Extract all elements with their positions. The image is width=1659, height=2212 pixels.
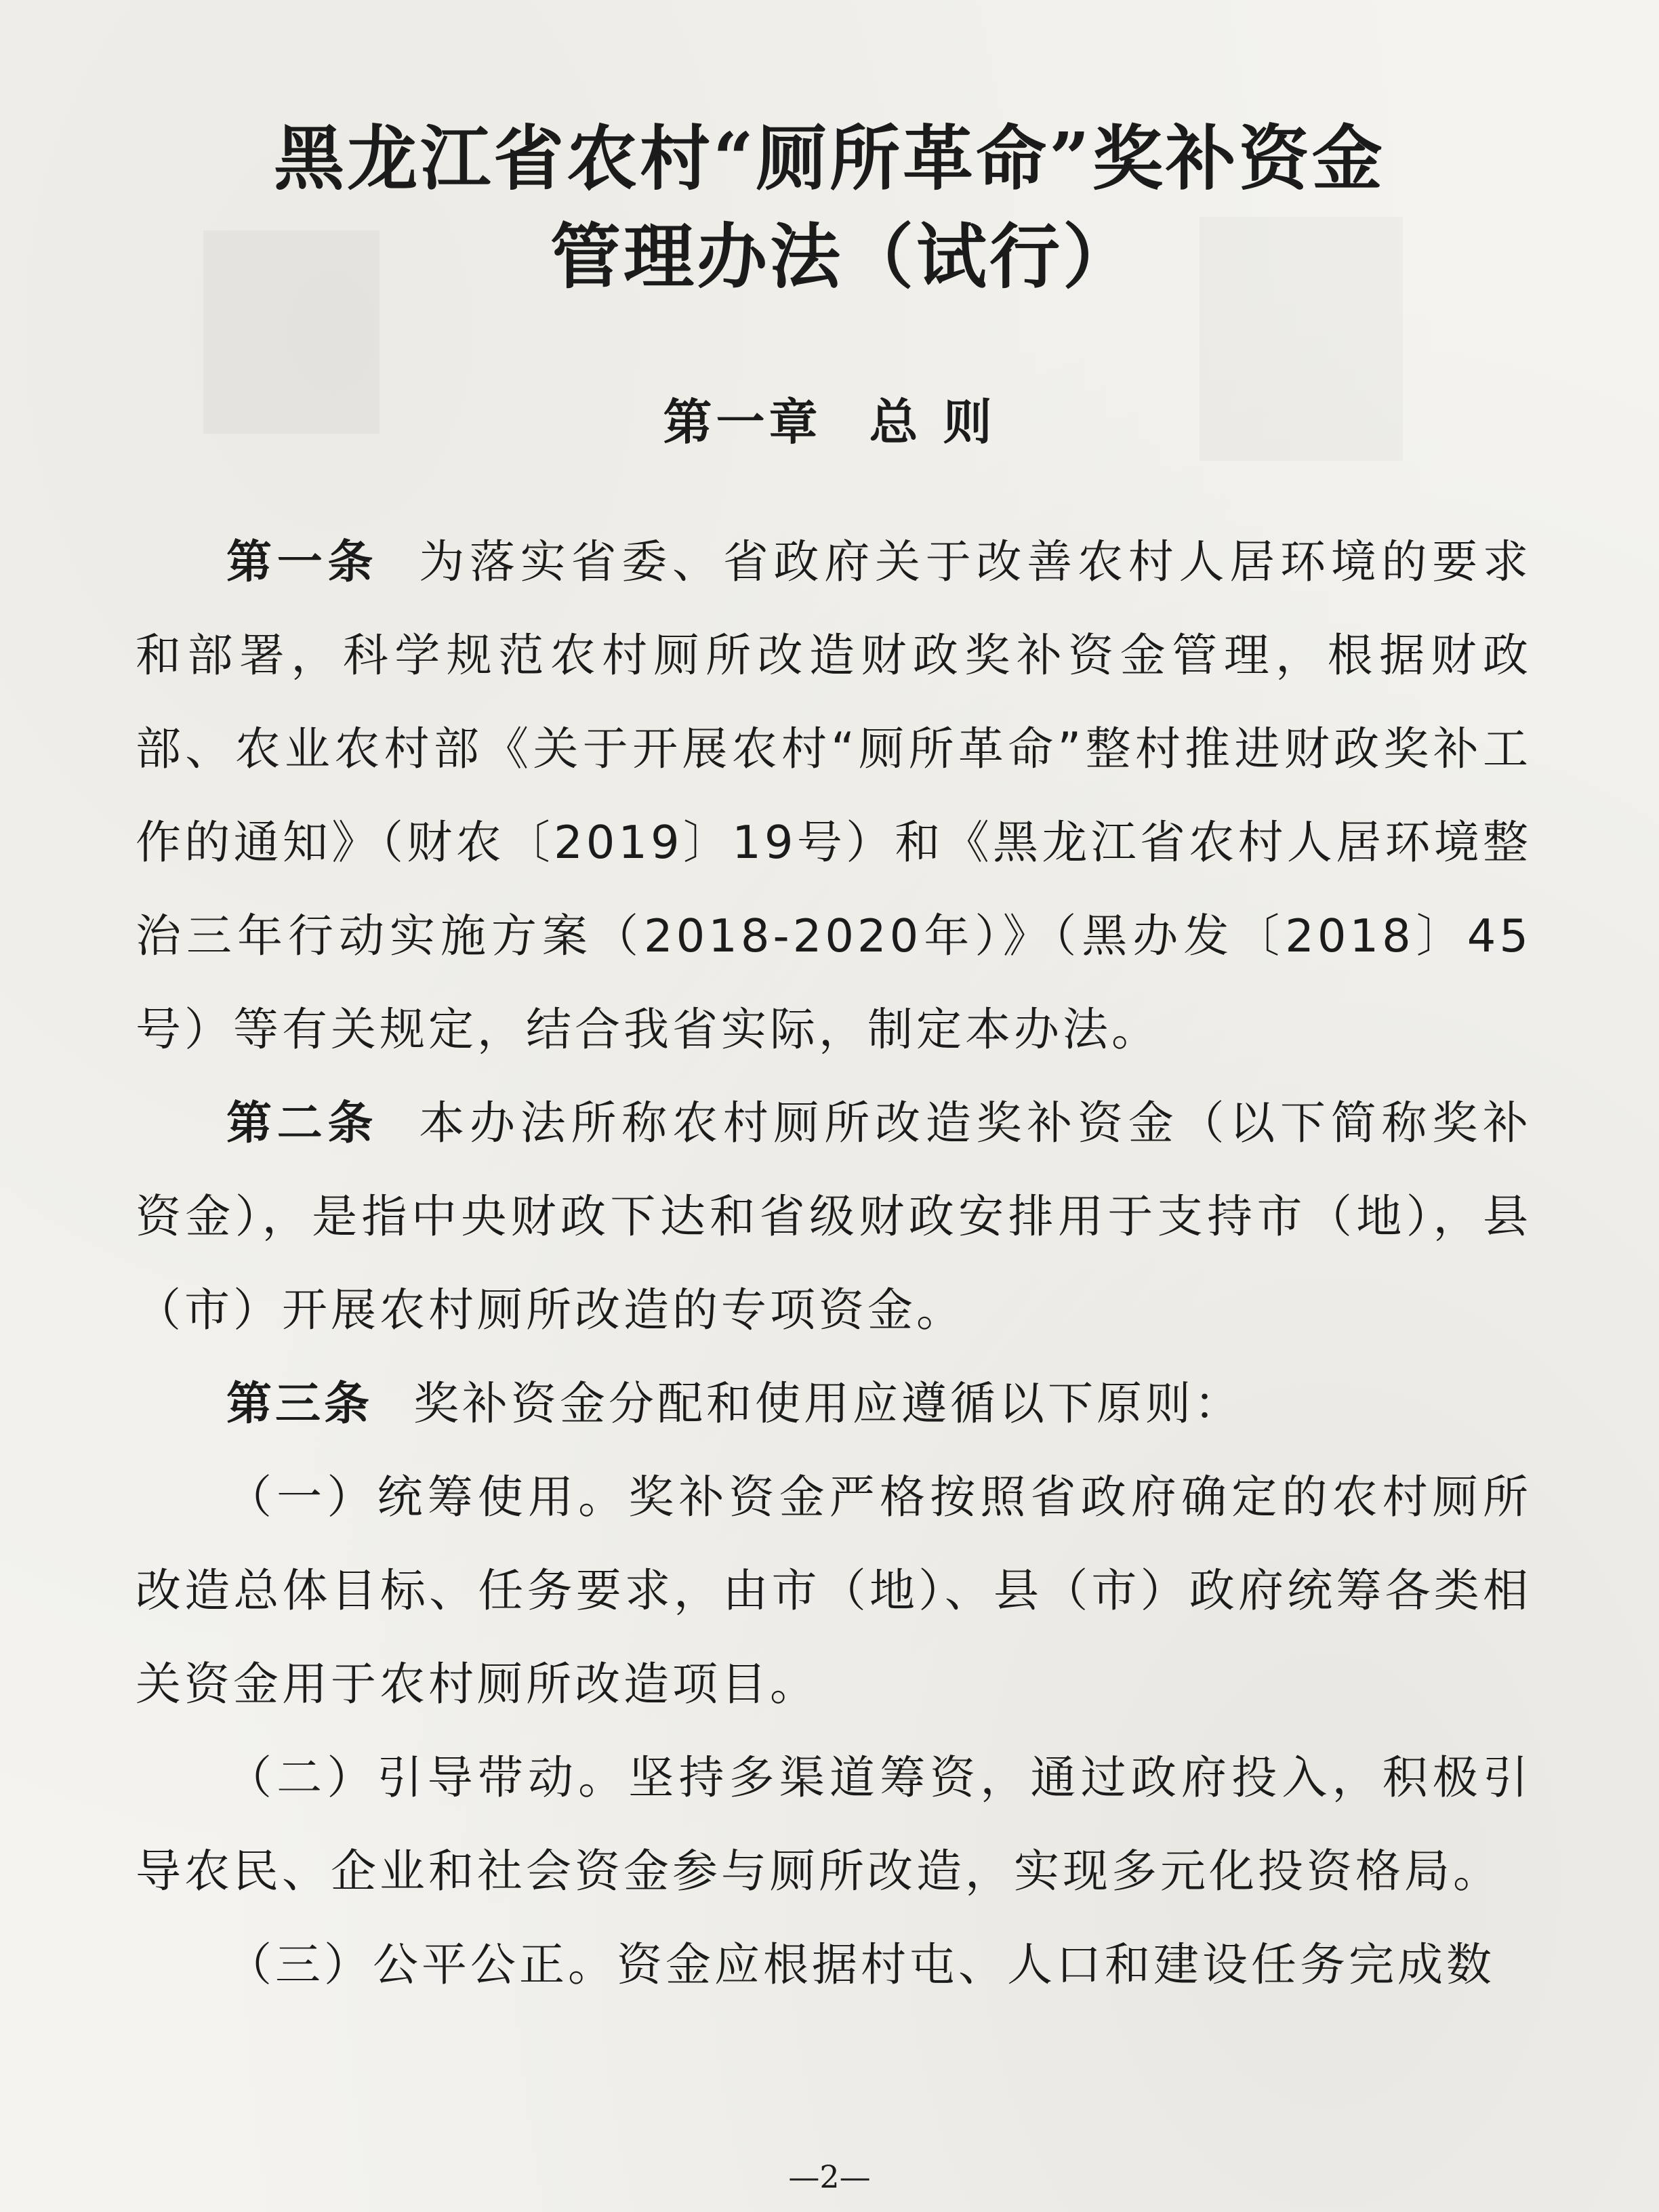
document-body (136, 515, 1532, 2011)
article-1-paragraph (136, 515, 1532, 1076)
principle-2-paragraph: （二）引导带动。坚持多渠道筹资，通过政府投入，积极引导农民、企业和社会资金参与厕所改造，实现多元化投资格局。 (136, 1751, 1532, 1898)
article-text: 本办法所称农村厕所改造奖补资金（以下简称奖补资金），是指中央财政下达和省级财政安排用于支持市（地），县（市）开展农村厕所改造的专项资金。 (136, 1097, 1532, 1336)
article-label: 第三条 (226, 1377, 373, 1430)
article-text: 奖补资金分配和使用应遵循以下原则： (413, 1377, 1243, 1430)
chapter-label: 第一章 (663, 394, 822, 451)
article-label: 第一条 (226, 535, 379, 588)
document-title-line1: 黑龙江省农村“厕所革命”奖补资金 (274, 117, 1385, 200)
article-label: 第二条 (226, 1097, 379, 1149)
article-text: 为落实省委、省政府关于改善农村人居环境的要求和部署，科学规范农村厕所改造财政奖补资金管理，根据财政部、农业农村部《关于开展农村“厕所革命”整村推进财政奖补工作的通知》（财农〔2019〕19号）和《黑龙江省农村人居环境整治三年行动实施方案（2018-2020年）》（黑办发〔2018〕45号）等有关规定，结合我省实际，制定本办法。 (136, 535, 1532, 1056)
document-title-line2: 管理办法（试行） (550, 215, 1136, 298)
article-2-paragraph (136, 1076, 1532, 1357)
principle-3-paragraph: （三）公平公正。资金应根据村屯、人口和建设任务完成数 (226, 1938, 1495, 1991)
article-3-paragraph (136, 1357, 1532, 1450)
principle-1-paragraph: （一）统筹使用。奖补资金严格按照省政府确定的农村厕所改造总体目标、任务要求，由市（地）、县（市）政府统筹各类相关资金用于农村厕所改造项目。 (136, 1471, 1532, 1711)
chapter-heading (0, 383, 1659, 453)
chapter-name: 总 则 (869, 394, 996, 451)
page-number: —2— (788, 2158, 871, 2195)
